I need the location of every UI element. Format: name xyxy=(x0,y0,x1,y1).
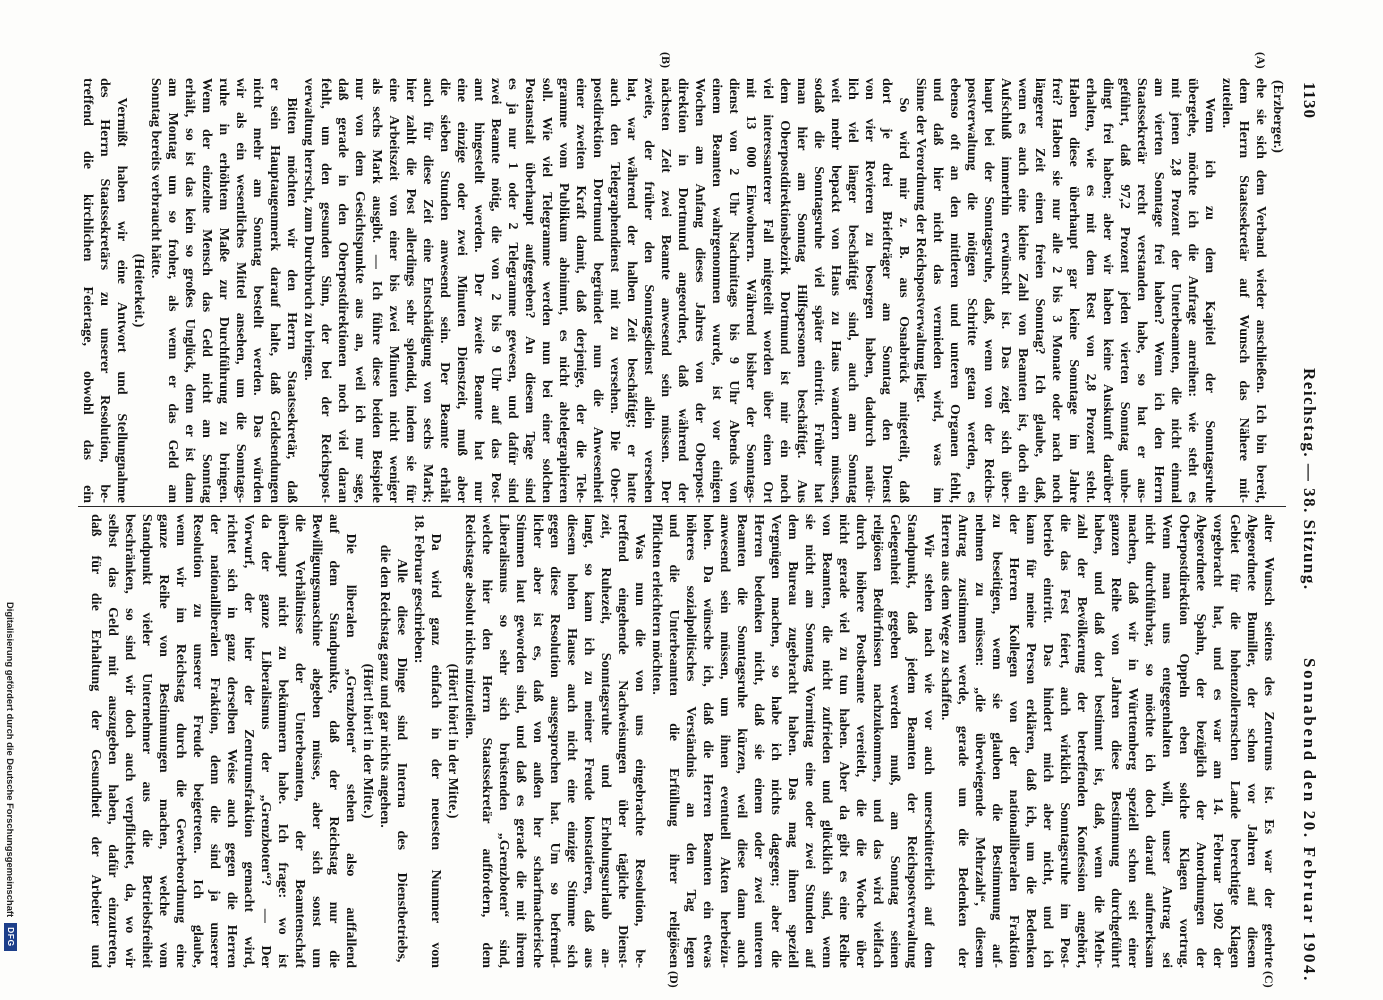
text-line: Aufschluß immerhin erwünscht ist. Das zeigt sich über- xyxy=(998,78,1013,503)
text-line: Standpunkt vieler Unternehmer aus die Betriebsfreiheit xyxy=(139,514,154,968)
text-line: da der ganze Liberalismus der „Grenzboten“? — Der xyxy=(258,514,273,968)
text-line: (Heiterkeit.) xyxy=(131,253,146,328)
text-line: dingt frei haben; aber wir haben keine Auskunft darüber xyxy=(1100,78,1115,503)
interjection xyxy=(359,514,376,968)
text-line: sie nicht am Sonntag Vormittag eine oder zwei Stunden auf xyxy=(802,514,817,968)
text-line: Was nun die von uns eingebrachte Resolution, be- xyxy=(632,533,647,968)
text-line: fehlt, um den gesunden Sinn, der bei der Reichspost- xyxy=(318,78,333,503)
text-line: (Hört! hört! in der Mitte.) xyxy=(360,663,375,819)
credit-text: Digitalisierung gefördert durch die Deutsche Forschungsgemeinschaft xyxy=(5,602,17,918)
text-line: Beamten die Sonntagsruhe kürzen, weil diese dann auch xyxy=(734,514,749,968)
text-line: direktion in Dortmund angeordnet, daß während der xyxy=(675,78,690,503)
text-line: wir als ein wesentliches Mittel ansehen, um die Sonntags- xyxy=(233,78,248,503)
text-line: der nationalliberalen Fraktion, denn die sind ja unserer xyxy=(207,514,222,968)
text-line: Pflichten erleichtern möchten. xyxy=(649,514,664,695)
text-line: Sonntag bereits verbraucht hätte. xyxy=(148,78,163,279)
text-line: er sein Hauptaugenmerk darauf halte, daß Geldsendungen xyxy=(267,78,282,503)
text-line: und daß hier nicht das vermieden wird, was im xyxy=(930,78,945,503)
text-line: erhält, so ist das kein so großes Unglück, denn er ist dann xyxy=(182,78,197,503)
text-line: Standpunkt, daß jedem Beamten der Reichspostverwaltung xyxy=(904,514,919,968)
text-line: des Herrn Staatssekretärs zu unserer Resolution, be- xyxy=(97,78,112,503)
text-line: am vierten Sonntage frei haben? Wenn ich den Herrn xyxy=(1151,78,1166,503)
interjection xyxy=(444,514,461,968)
text-line: treffend die kirchlichen Feiertage, obwohl das ein xyxy=(80,78,95,503)
text-line: hat, war während der halben Zeit beschäftigt; er hatte xyxy=(624,78,639,503)
text-line: Die liberalen „Grenzboten“ stehen also auffallend xyxy=(343,533,358,968)
text-line: überhaupt nicht zu bekümmern habe. Ich frage: wo ist xyxy=(275,514,290,968)
text-line: längerer Zeit einen freien Sonntag? Ich glaube, daß, xyxy=(1032,78,1047,503)
text-line: eine Arbeitszeit von einer bis zwei Minuten nicht weniger xyxy=(386,78,401,503)
session-date: Sonnabend den 20. Februar 1904. xyxy=(1300,658,1319,983)
text-line: Bitten möchten wir den Herrn Staatssekretär, daß xyxy=(284,97,299,503)
paragraph xyxy=(300,78,912,503)
paragraph xyxy=(79,78,130,503)
text-line: postdirektion Dortmund begründet nun die Anwesenheit xyxy=(590,78,605,503)
text-line: der Herren Kollegen von der nationalliberalen Fraktion xyxy=(1006,514,1021,968)
text-line: sodaß die Sonntagsruhe viel später eintritt. Früher hat xyxy=(811,78,826,503)
speaker-label: (Erzberger.) xyxy=(1270,80,1285,153)
text-line: Wenn der einzelne Mensch das Geld nicht am Sonntag xyxy=(199,78,214,503)
text-line: Oberpostdirektion Oppeln eben solche Klagen vortrug. xyxy=(1176,514,1191,968)
text-line: nur von dem Gesichtspunkte aus an, weil ich nur sage, xyxy=(352,78,367,503)
text-line: dienst von 2 Uhr Nachmittags bis 9 Uhr Abends von xyxy=(726,78,741,503)
text-line: erhalten, wie es mit dem Rest von 2,8 Prozent steht. xyxy=(1083,78,1098,503)
text-line: Sinne der Verordnung der Reichspostverwaltung liegt. xyxy=(913,78,928,403)
text-line: langt, so kann ich zu meiner Freude konstatieren, daß aus xyxy=(581,514,596,968)
text-line: kann für meine Person erklären, daß ich, um die Bedenken xyxy=(1023,514,1038,968)
text-line: höheres sozialpolitisches Verständnis an den Tag legen xyxy=(683,514,698,968)
text-line: dem Oberpostdirektionsbezirk Dortmund ist mir ein noch xyxy=(777,78,792,503)
text-line: vorgebracht hat, und es war am 14. Februar 1902 der xyxy=(1210,514,1225,968)
text-line: soll. Wie viel Telegramme werden nun bei einer solchen xyxy=(539,78,554,503)
text-line: zahl der Bevölkerung der betreffenden Konfession angehört, xyxy=(1074,514,1089,968)
text-line: haupt bei der Sonntagsruhe, daß, wenn von der Reichs- xyxy=(981,78,996,503)
text-line: viel interessanterer Fall mitgeteilt worden über einen Ort xyxy=(760,78,775,503)
right-column xyxy=(87,514,1277,968)
text-line: ganzen Reihe von Jahren diese Bestimmung durchgeführt xyxy=(1108,514,1123,968)
column-divider xyxy=(78,506,1286,507)
text-line: ebenso oft an den mittleren und unteren Organen fehlt, xyxy=(947,78,962,503)
text-line: wenn wir im Reichstag durch die Gewerbeordnung eine xyxy=(173,514,188,968)
paragraph xyxy=(912,78,1218,503)
text-line: zeit, Ruhezeit, Sonntagsruhe und Erholungsurlaub an- xyxy=(598,514,613,968)
left-column xyxy=(79,78,1286,503)
text-line: Reichstage absolut nichts mitzuteilen. xyxy=(462,514,477,739)
text-line: richtet sich in ganz derselben Weise auch gegen die Herren xyxy=(224,514,239,968)
text-line: hier zahlt die Post allerdings sehr splendid, indem sie für xyxy=(403,78,418,503)
text-line: Haben diese überhaupt gar keine Sonntage im Jahre xyxy=(1066,78,1081,503)
text-line: dort je drei Briefträger am Sonntag den Dienst xyxy=(879,78,894,503)
text-line: man hier am Sonntag Hilfspersonen beschäftigt. Aus xyxy=(794,78,809,503)
text-line: weit mehr bepackt von Haus zu Haus wandern müssen, xyxy=(828,78,843,503)
text-line: nicht durchführbar, so möchte ich doch darauf aufmerksam xyxy=(1142,514,1157,968)
text-line: Da wird ganz einfach in der neuesten Nummer vom xyxy=(428,533,443,968)
text-line: alter Wunsch seitens des Zentrums ist. Es war der geehrte xyxy=(1261,514,1276,968)
text-line: die sieben Stunden anwesend sein. Der Beamte erhält xyxy=(437,78,452,503)
text-line: von vier Revieren zu besorgen haben, dadurch natür- xyxy=(862,78,877,503)
text-line: von Beamten, die nicht zufrieden und glücklich sind, wenn xyxy=(819,514,834,968)
text-line: holen. Da wünsche ich, daß die Herren Beamten ein etwas xyxy=(700,514,715,968)
text-line: selbst das Geld mit auszugeben haben, dafür einzutreten, xyxy=(105,514,120,968)
margin-mark-c: (C) xyxy=(1262,971,1276,988)
text-line: ehe sie sich dem Verband wieder anschließen. Ich bin bereit, xyxy=(1253,78,1268,503)
text-line: zuteilen. xyxy=(1219,78,1234,129)
paragraph xyxy=(937,514,1277,968)
text-line: (Hört! hört! in der Mitte.) xyxy=(445,663,460,819)
text-line: Staatssekretär recht verstanden habe, so hat er aus- xyxy=(1134,78,1149,503)
text-line: gegen diese Resolution ausgesprochen hat. Um so befremd- xyxy=(547,514,562,968)
document-page xyxy=(75,52,1330,993)
text-line: nehmen zu müssen: „die überwiegende Mehrzahl“, diesem xyxy=(972,514,987,968)
text-line: zwei Beamte nötig, die von 2 bis 9 Uhr auf das Post- xyxy=(488,78,503,503)
text-line: welche hier den Herrn Staatssekretär auffordern, dem xyxy=(479,514,494,968)
text-line: Vorwurf, der hier der Zentrumsfraktion gemacht wird, xyxy=(241,514,256,968)
text-line: betrieb eintritt. Das hindert mich aber nicht, und ich xyxy=(1040,514,1055,968)
text-line: Postanstalt überhaupt aufgegeben? An diesem Tage sind xyxy=(522,78,537,503)
text-line: als sechs Mark ausgibt. — Ich führe diese beiden Beispiele xyxy=(369,78,384,503)
text-line: Abgeordnete Spahn, der bezüglich der Anordnungen der xyxy=(1193,514,1208,968)
text-line: einer zweiten Kraft damit, daß derjenige, der die Tele- xyxy=(573,78,588,503)
margin-mark-b: (B) xyxy=(659,52,673,68)
text-line: übergehe, möchte ich die Anfrage anreihen: wie steht es xyxy=(1185,78,1200,503)
paragraph xyxy=(648,514,937,968)
text-line: Vermißt haben wir eine Antwort und Stellungnahme xyxy=(114,97,129,503)
page-number: 1130 xyxy=(1300,82,1319,120)
text-line: Wochen am Anfang dieses Jahres von der Oberpost- xyxy=(692,78,707,503)
text-line: zweite, der früher den Sonntagsdienst allein versehen xyxy=(641,78,656,503)
text-line: postverwaltung die nötigen Schritte getan werden, es xyxy=(964,78,979,503)
text-line: Resolution zu unserer Freude beigetreten. Ich glaube, xyxy=(190,514,205,968)
margin-mark-a: (A) xyxy=(1254,52,1268,69)
text-line: Vergnügen machen, so habe ich nichts dagegen; aber die xyxy=(768,514,783,968)
interjection xyxy=(130,78,147,503)
text-line: zu beseitigen, wenn sie glauben die Bestimmung auf- xyxy=(989,514,1004,968)
text-line: Gelegenheit gegeben werden muß, am Sonntag seinen xyxy=(887,514,902,968)
text-line: Alle diese Dinge sind Interna des Dienstbetriebs, xyxy=(394,558,409,963)
text-line: Wenn man uns entgegenhalten will, unser Antrag sei xyxy=(1159,514,1174,968)
text-line: Bewilligungsmaschine abgeben müsse, aber sich sonst um xyxy=(309,514,324,968)
text-line: nicht gerade viel zu tun haben. Aber da gibt es eine Reihe xyxy=(836,514,851,968)
paragraph xyxy=(461,514,648,968)
text-line: treffend eingehende Nachweisungen über tägliche Dienst- xyxy=(615,514,630,968)
text-line: Antrag zustimmen werde, gerade um die Bedenken der xyxy=(955,514,970,968)
paragraph xyxy=(1218,78,1269,503)
text-line: auch für diese Zeit eine Entschädigung von sechs Mark; xyxy=(420,78,435,503)
text-line: Wir stehen nach wie vor auch unerschütterlich auf dem xyxy=(921,533,936,968)
text-line: eine einzige oder zwei Minuten Dienstzeit, muß aber xyxy=(454,78,469,503)
text-line: einem Beamten wahrgenommen wurde, ist vor einigen xyxy=(709,78,724,503)
text-line: 18. Februar geschrieben: xyxy=(411,514,426,664)
text-line: geführt, daß 97,2 Prozent jeden vierten Sonntag unbe- xyxy=(1117,78,1132,503)
text-line: frei? Haben sie nur alle 2 bis 3 Monate oder nach noch xyxy=(1049,78,1064,503)
text-line: die das Fest feiert, auch wirklich Sonntagsruhe im Post- xyxy=(1057,514,1072,968)
text-line: Gebiet für die hohenzollernschen Lande berechtigte Klagen xyxy=(1227,514,1242,968)
text-line: gramme vom Publikum abnimmt, es nicht abtelegraphieren xyxy=(556,78,571,503)
text-line: Liberalismus so sehr sich brüstenden „Grenzboten“ sind, xyxy=(496,514,511,968)
running-title: Reichstag. — 38. Sitzung. xyxy=(1300,368,1319,591)
text-line: mit jenen 2,8 Prozent der Unterbeamten, die nicht einmal xyxy=(1168,78,1183,503)
text-line: machen, daß wir in Württemberg speziell schon seit einer xyxy=(1125,514,1140,968)
paragraph xyxy=(87,514,359,968)
text-line: Wenn ich zu dem Kapitel der Sonntagsruhe xyxy=(1202,97,1217,503)
margin-mark-d: (D) xyxy=(667,971,681,988)
text-line: amt hingestellt werden. Der zweite Beamte hat nur xyxy=(471,78,486,503)
text-line: und die Unterbeamten die Erfüllung ihrer religiösen xyxy=(666,514,681,968)
text-line: durch höhere Postbeamte vereitelt, die die Woche über xyxy=(853,514,868,968)
text-line: nächsten Zeit zwei Beamte anwesend sein müssen. Der xyxy=(658,78,673,503)
text-line: wenn es auch eine kleine Zahl von Beamten ist, doch ein xyxy=(1015,78,1030,503)
text-line: Abgeordnete Bumiller, der schon vor Jahren auf diesem xyxy=(1244,514,1259,968)
paragraph xyxy=(147,78,300,503)
text-line: am Montag um so froher, als wenn er das Geld am xyxy=(165,78,180,503)
text-line: auch den Telegraphendienst mit zu versehen. Die Ober- xyxy=(607,78,622,503)
text-line: diesem hohen Hause auch nicht eine einzige Stimme sich xyxy=(564,514,579,968)
text-line: nicht mehr am Sonntag bestellt werden. Das würden xyxy=(250,78,265,503)
text-line: es ja nur 1 oder 2 Telegramme gewesen, und dafür sind xyxy=(505,78,520,503)
text-line: daß gerade in den Oberpostdirektionen noch viel daran xyxy=(335,78,350,503)
paragraph xyxy=(410,514,444,968)
text-line: die Verhältnisse der Unterbeamten, der Beamtenschaft xyxy=(292,514,307,968)
text-line: beschränken, so sind wir doch auch verpflichtet, da, wo wir xyxy=(122,514,137,968)
text-line: auf dem Standpunkte, daß der Reichstag nur die xyxy=(326,514,341,968)
text-line: So wird mir z. B. aus Osnabrück mitgeteilt, daß xyxy=(896,97,911,503)
text-line: dem Bureau zugebracht haben. Das mag ihnen speziell xyxy=(785,514,800,968)
digitization-credit xyxy=(4,602,18,996)
text-line: Herren aus dem Wege zu schaffen. xyxy=(938,514,953,721)
text-line: haben, und daß dort bestimmt ist, daß, wenn die Mehr- xyxy=(1091,514,1106,968)
text-line: Herren bedenken nicht, daß sie einem oder zwei unteren xyxy=(751,514,766,968)
text-line: ruhe in erhöhtem Maße zur Durchführung zu bringen. xyxy=(216,78,231,503)
text-line: Stimmen laut geworden sind, und daß es gerade die mit ihrem xyxy=(513,514,528,968)
text-line: dem Herrn Staatssekretär auf Wunsch das Nähere mit- xyxy=(1236,78,1251,503)
text-line: verwaltung herrscht, zum Durchbruch zu bringen. xyxy=(301,78,316,381)
text-line: ganze Reihe von Bestimmungen machen, welche vom xyxy=(156,514,171,968)
text-line: religiösen Bedürfnissen nachzukommen, und das wird vielfach xyxy=(870,514,885,968)
text-line: die den Reichstag ganz und gar nichts angehen. xyxy=(377,544,392,828)
text-line: lich viel länger beschäftigt sind, auch am Sonntag xyxy=(845,78,860,503)
quotation xyxy=(376,514,410,968)
text-line: mit 13 000 Einwohnern. Während bisher der Sonntags- xyxy=(743,78,758,503)
dfg-logo-icon: DFG xyxy=(5,923,18,950)
text-line: licher aber ist es, daß von außen her scharfmacherische xyxy=(530,514,545,968)
text-line: anwesend sein müssen, um ihnen eventuell Akten herbeizu- xyxy=(717,514,732,968)
text-line: daß für die Erhaltung der Gesundheit der Arbeiter und xyxy=(88,514,103,968)
